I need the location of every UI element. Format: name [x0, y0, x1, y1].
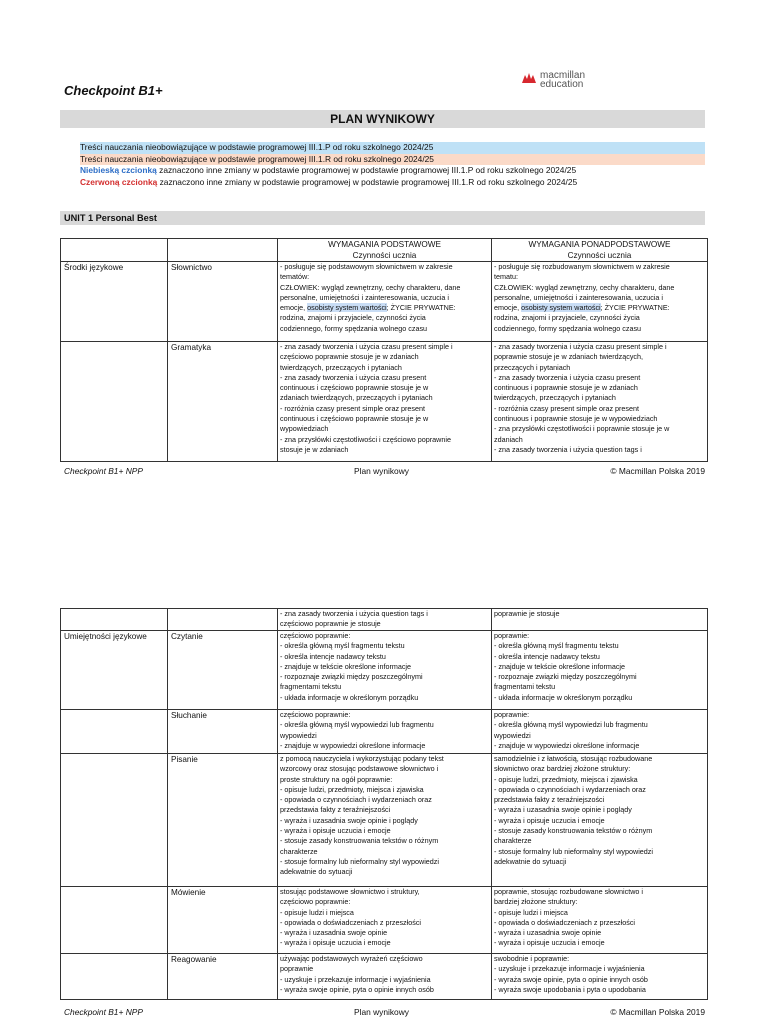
- header-empty-cell: [61, 239, 168, 262]
- skill-cell-listening: Słuchanie: [168, 710, 278, 754]
- category-cell-empty: [61, 710, 168, 754]
- table-row-vocabulary: [61, 262, 708, 342]
- cell-line: - opowiada o doświadczeniach z przeszłości: [280, 917, 422, 927]
- cell-line: continuous i poprawnie stosuje je w wypowiedziach: [494, 414, 658, 424]
- cell-line: wypowiedziach: [280, 424, 329, 434]
- cell-line: - stosuje formalny lub nieformalny styl wypowiedzi: [280, 856, 439, 866]
- cell-line: - opowiada o czynnościach i wydarzeniach oraz: [494, 784, 646, 794]
- cell-line: - wyraża swoje opinie, pyta o opinie innych osób: [280, 984, 434, 994]
- footer-right: © Macmillan Polska 2019: [610, 1007, 705, 1017]
- cell-line: - opowiada o czynnościach i wydarzeniach oraz: [280, 795, 432, 805]
- vocab-adv-line: personalne, umiejętności i zainteresowania, uczucia i: [494, 292, 663, 302]
- cell-line: stosuje je w zdaniach: [280, 444, 349, 454]
- footer-center: Plan wynikowy: [354, 1007, 409, 1017]
- table-header-row: [61, 239, 708, 262]
- cell-line: wypowiedzi: [280, 730, 317, 740]
- cell-line: - uzyskuje i przekazuje informacje i wyjaśnienia: [494, 964, 645, 974]
- legend-blue-text: zaznaczono inne zmiany w podstawie programowej w podstawie programowej III.1.P od roku szkolnego 2024/25: [156, 165, 577, 175]
- cell-line: - wyraża i uzasadnia swoje opinie: [494, 928, 602, 938]
- skill-cell-empty: [168, 609, 278, 631]
- header-advanced-sub: Czynności ucznia: [567, 251, 632, 260]
- cell-line: - opisuje ludzi i miejsca: [494, 907, 568, 917]
- cell-line: - rozpoznaje związki między poszczególnymi: [280, 672, 423, 682]
- cell-line: fragmentami tekstu: [494, 682, 556, 692]
- cell-line: - wyraża i opisuje uczucia i emocje: [280, 826, 391, 836]
- cell-line: zdaniach: [494, 434, 523, 444]
- cell-line: continuous i poprawnie stosuje je w zdaniach: [494, 383, 638, 393]
- vocab-basic-line: - posługuje się podstawowym słownictwem w zakresie: [280, 262, 453, 271]
- cell-line: samodzielnie i z łatwością, stosując rozbudowane: [494, 754, 653, 763]
- reading-basic-cell: [278, 631, 492, 710]
- vocab-basic-line: [280, 303, 489, 313]
- legend-red-text: zaznaczono inne zmiany w podstawie programowej w podstawie programowej III.1.R od roku szkolnego 2024/25: [157, 176, 578, 187]
- cell-line: przedstawia fakty z teraźniejszości: [494, 795, 605, 805]
- cell-line: swobodnie i poprawnie:: [494, 954, 570, 963]
- category-cell-empty: [61, 754, 168, 887]
- cell-line: - określa główną myśl fragmentu tekstu: [494, 641, 619, 651]
- legend-blue-label: Niebieską czcionką: [80, 165, 157, 175]
- cell-line: - wyraża i uzasadnia swoje opinie i poglądy: [494, 805, 632, 815]
- table-row-reading: [61, 631, 708, 710]
- vocabulary-basic-cell: [278, 262, 492, 342]
- cell-line: - opisuje ludzi, przedmioty, miejsca i zjawiska: [494, 774, 638, 784]
- unit-title: UNIT 1 Personal Best: [60, 211, 705, 225]
- vocab-adv-text: ; ŻYCIE PRYWATNE:: [600, 303, 670, 313]
- cell-line: twierdzących, przeczących i pytaniach: [494, 393, 616, 403]
- cell-line: przedstawia fakty z teraźniejszości: [280, 805, 391, 815]
- vocab-basic-line: codziennego, formy spędzania wolnego czasu: [280, 323, 428, 333]
- plan-table-page-2: [60, 608, 708, 1000]
- legend-red-label: Czerwoną czcionką: [80, 176, 158, 187]
- category-cell: Umiejętności językowe: [61, 631, 168, 710]
- cell-line: - stosuje zasady konstruowania tekstów o różnym: [280, 836, 439, 846]
- macmillan-logo-icon: [522, 73, 536, 83]
- vocab-basic-line: rodzina, znajomi i przyjaciele, czynności życia: [280, 313, 426, 323]
- cell-line: częściowo poprawnie je stosuje: [280, 619, 381, 629]
- cell-line: fragmentami tekstu: [280, 682, 342, 692]
- cell-line: - określa główną myśl wypowiedzi lub fragmentu: [280, 720, 434, 730]
- cell-line: - uzyskuje i przekazuje informacje i wyjaśnienia: [280, 974, 431, 984]
- legend-row-red-font: [80, 177, 705, 189]
- cell-line: - określa główną myśl wypowiedzi lub fragmentu: [494, 720, 648, 730]
- cell-line: - zna przysłówki częstotliwości i poprawnie stosuje je w: [494, 424, 670, 434]
- skill-cell-writing: Pisanie: [168, 754, 278, 887]
- cell-line: - układa informacje w określonym porządku: [280, 692, 419, 702]
- table-row-reacting: [61, 954, 708, 1000]
- cell-line: przeczących i pytaniach: [494, 362, 571, 372]
- cell-line: poprawnie je stosuje: [494, 609, 560, 618]
- vocab-basic-text: ; ŻYCIE PRYWATNE:: [386, 303, 456, 313]
- header-advanced-title: WYMAGANIA PONADPODSTAWOWE: [528, 240, 671, 249]
- cell-line: proste struktury na ogół poprawnie:: [280, 774, 393, 784]
- vocab-basic-line: tematów:: [280, 272, 310, 282]
- cell-line: - znajduje w tekście określone informacje: [280, 661, 412, 671]
- cell-line: poprawnie, stosując rozbudowane słownictwo i: [494, 887, 644, 896]
- table-row-grammar: [61, 342, 708, 462]
- grammar-advanced-continued: [492, 609, 708, 631]
- vocab-basic-line: CZŁOWIEK: wygląd zewnętrzny, cechy charakteru, dane: [280, 282, 461, 292]
- table-row-writing: [61, 754, 708, 887]
- page-1: [0, 0, 768, 490]
- writing-advanced-cell: [492, 754, 708, 887]
- logo-line-2: education: [540, 79, 584, 90]
- legend-row-blue-font: [80, 165, 705, 177]
- vocab-adv-line: CZŁOWIEK: wygląd zewnętrzny, cechy charakteru, dane: [494, 282, 675, 292]
- grammar-advanced-cell: [492, 342, 708, 462]
- cell-line: charakterze: [280, 846, 318, 856]
- footer-left: Checkpoint B1+ NPP: [64, 466, 143, 476]
- cell-line: używając podstawowych wyrażeń częściowo: [280, 954, 423, 963]
- header-basic-sub: Czynności ucznia: [352, 251, 417, 260]
- cell-line: - zna zasady tworzenia i użycia question tags i: [280, 609, 428, 618]
- cell-line: słownictwo oraz bardziej złożone struktury:: [494, 764, 631, 774]
- vocab-adv-text: emocje,: [494, 303, 522, 313]
- skill-cell-vocabulary: Słownictwo: [168, 262, 278, 342]
- macmillan-logo: [522, 71, 585, 89]
- cell-line: adekwatnie do sytuacji: [280, 867, 353, 877]
- cell-line: - wyraża i uzasadnia swoje opinie i poglądy: [280, 815, 418, 825]
- cell-line: z pomocą nauczyciela i wykorzystując podany tekst: [280, 754, 444, 763]
- header-advanced: [492, 239, 708, 262]
- cell-line: - określa intencje nadawcy tekstu: [494, 651, 600, 661]
- category-cell-empty: [61, 609, 168, 631]
- vocabulary-advanced-cell: [492, 262, 708, 342]
- cell-line: - stosuje zasady konstruowania tekstów o różnym: [494, 826, 653, 836]
- cell-line: - zna zasady tworzenia i użycia czasu present simple i: [494, 342, 667, 351]
- speaking-basic-cell: [278, 887, 492, 954]
- cell-line: - zna zasady tworzenia i użycia czasu present: [280, 372, 427, 382]
- cell-line: częściowo poprawnie:: [280, 897, 351, 907]
- cell-line: poprawnie: [280, 964, 314, 974]
- cell-line: zdaniach twierdzących, przeczących i pytaniach: [280, 393, 433, 403]
- footer-right: © Macmillan Polska 2019: [610, 466, 705, 476]
- cell-line: - zna zasady tworzenia i użycia czasu present: [494, 372, 641, 382]
- footer-page-2: [64, 1006, 705, 1018]
- cell-line: - rozróżnia czasy present simple oraz present: [280, 403, 426, 413]
- cell-line: - wyraża i uzasadnia swoje opinie: [280, 928, 388, 938]
- legend-row-blue: Treści nauczania nieobowiązujące w podstawie programowej III.1.P od roku szkolnego 2024/25: [80, 142, 705, 154]
- cell-line: - opisuje ludzi, przedmioty, miejsca i zjawiska: [280, 784, 424, 794]
- speaking-advanced-cell: [492, 887, 708, 954]
- grammar-basic-continued: [278, 609, 492, 631]
- cell-line: - określa intencje nadawcy tekstu: [280, 651, 386, 661]
- cell-line: - zna zasady tworzenia i użycia question tags i: [494, 444, 642, 454]
- plan-table-page-1: [60, 238, 708, 462]
- skill-cell-grammar: Gramatyka: [168, 342, 278, 462]
- cell-line: - wyraża i opisuje uczucia i emocje: [494, 815, 605, 825]
- table-row-listening: [61, 710, 708, 754]
- cell-line: bardziej złożone struktury:: [494, 897, 578, 907]
- vocab-basic-text: emocje,: [280, 303, 308, 313]
- footer-center: Plan wynikowy: [354, 466, 409, 476]
- cell-line: - wyraża i opisuje uczucia i emocje: [280, 938, 391, 948]
- cell-line: continuous i częściowo poprawnie stosuje je w: [280, 383, 429, 393]
- listening-basic-cell: [278, 710, 492, 754]
- table-row-speaking: [61, 887, 708, 954]
- skill-cell-reading: Czytanie: [168, 631, 278, 710]
- cell-line: poprawnie stosuje je w zdaniach twierdzących,: [494, 352, 644, 362]
- writing-basic-cell: [278, 754, 492, 887]
- vocab-adv-line: [494, 303, 705, 313]
- header-basic-title: WYMAGANIA PODSTAWOWE: [328, 240, 441, 249]
- cell-line: - wyraża swoje upodobania i pyta o upodobania: [494, 984, 646, 994]
- cell-line: wypowiedzi: [494, 730, 531, 740]
- cell-line: - znajduje w tekście określone informacje: [494, 661, 626, 671]
- category-cell-empty: [61, 342, 168, 462]
- cell-line: wzorcowy oraz stosując podstawowe słownictwo i: [280, 764, 439, 774]
- cell-line: - rozróżnia czasy present simple oraz present: [494, 403, 640, 413]
- category-cell-empty: [61, 887, 168, 954]
- legend: [80, 142, 705, 188]
- vocab-adv-line: tematu:: [494, 272, 518, 282]
- plan-title: PLAN WYNIKOWY: [60, 110, 705, 128]
- skill-cell-reacting: Reagowanie: [168, 954, 278, 1000]
- cell-line: - zna przysłówki częstotliwości i częściowo poprawnie: [280, 434, 451, 444]
- reacting-advanced-cell: [492, 954, 708, 1000]
- vocab-adv-line: - posługuje się rozbudowanym słownictwem w zakresie: [494, 262, 670, 271]
- logo-line-1: macmillan: [540, 70, 586, 81]
- cell-line: - opowiada o doświadczeniach z przeszłości: [494, 917, 636, 927]
- header-empty-cell: [168, 239, 278, 262]
- cell-line: częściowo poprawnie stosuje je w zdaniach: [280, 352, 419, 362]
- cell-line: - zna zasady tworzenia i użycia czasu present simple i: [280, 342, 453, 351]
- cell-line: charakterze: [494, 836, 532, 846]
- cell-line: twierdzących, przeczących i pytaniach: [280, 362, 402, 372]
- cell-line: poprawnie:: [494, 631, 530, 640]
- cell-line: częściowo poprawnie:: [280, 710, 351, 719]
- cell-line: adekwatnie do sytuacji: [494, 856, 567, 866]
- header-basic: [278, 239, 492, 262]
- reading-advanced-cell: [492, 631, 708, 710]
- cell-line: - określa główną myśl fragmentu tekstu: [280, 641, 405, 651]
- vocab-basic-line: personalne, umiejętności i zainteresowania, uczucia i: [280, 292, 449, 302]
- category-cell: Środki językowe: [61, 262, 168, 342]
- cell-line: poprawnie:: [494, 710, 530, 719]
- skill-cell-speaking: Mówienie: [168, 887, 278, 954]
- document-title: Checkpoint B1+: [64, 83, 163, 98]
- cell-line: częściowo poprawnie:: [280, 631, 351, 640]
- table-row-grammar-continued: [61, 609, 708, 631]
- listening-advanced-cell: [492, 710, 708, 754]
- cell-line: - układa informacje w określonym porządku: [494, 692, 633, 702]
- cell-line: continuous i częściowo poprawnie stosuje je w: [280, 414, 429, 424]
- legend-row-orange: Treści nauczania nieobowiązujące w podstawie programowej III.1.R od roku szkolnego 2024/25: [80, 154, 705, 166]
- cell-line: - wyraża swoje opinie, pyta o opinie innych osób: [494, 974, 648, 984]
- cell-line: - stosuje formalny lub nieformalny styl wypowiedzi: [494, 846, 653, 856]
- vocab-adv-highlight: osobisty system wartości: [521, 303, 601, 313]
- cell-line: - wyraża i opisuje uczucia i emocje: [494, 938, 605, 948]
- vocab-adv-line: codziennego, formy spędzania wolnego czasu: [494, 323, 642, 333]
- cell-line: - znajduje w wypowiedzi określone informacje: [280, 740, 426, 750]
- vocab-adv-line: rodzina, znajomi i przyjaciele, czynności życia: [494, 313, 640, 323]
- cell-line: - rozpoznaje związki między poszczególnymi: [494, 672, 637, 682]
- grammar-basic-cell: [278, 342, 492, 462]
- cell-line: - znajduje w wypowiedzi określone informacje: [494, 740, 640, 750]
- page-2: [0, 600, 768, 1024]
- vocab-basic-highlight: osobisty system wartości: [307, 303, 387, 313]
- category-cell-empty: [61, 954, 168, 1000]
- footer-left: Checkpoint B1+ NPP: [64, 1007, 143, 1017]
- cell-line: - opisuje ludzi i miejsca: [280, 907, 354, 917]
- cell-line: stosując podstawowe słownictwo i struktury,: [280, 887, 420, 896]
- reacting-basic-cell: [278, 954, 492, 1000]
- footer-page-1: [64, 465, 705, 477]
